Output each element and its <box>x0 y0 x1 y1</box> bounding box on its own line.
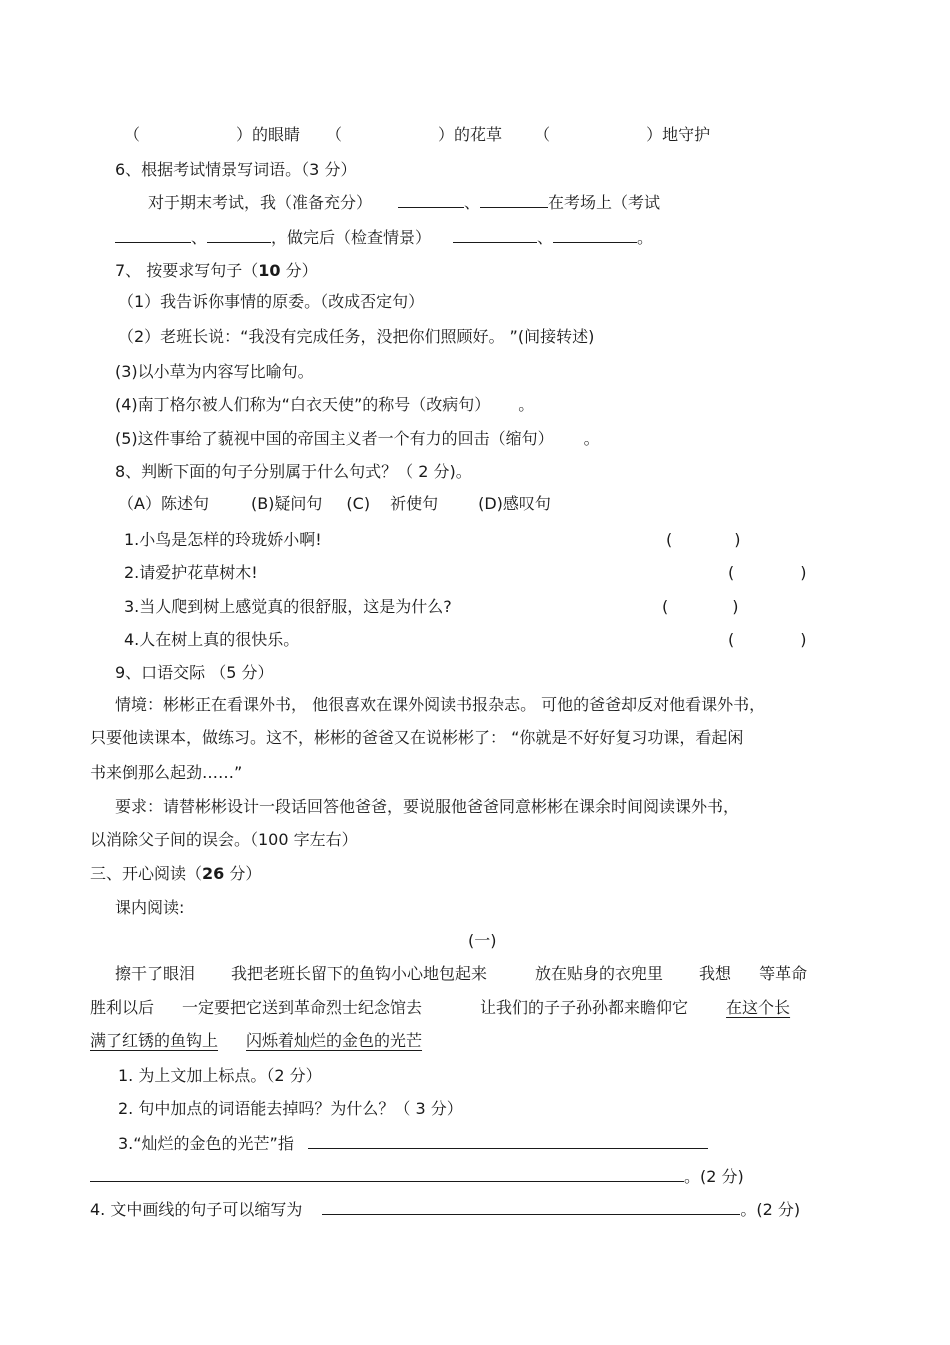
phrase-guard: ）地守护 <box>646 125 711 144</box>
q8-options: （A）陈述句 (B)疑问句 (C) 祈使句 (D)感叹句 <box>118 494 551 513</box>
q7-s5: (5)这件事给了藐视中国的帝国主义者一个有力的回击（缩句） 。 <box>115 429 600 448</box>
q7-s2: （2）老班长说：“我没有完成任务，没把你们照顾好。 ”(间接转述) <box>118 327 595 346</box>
part-heading: (一) <box>468 931 497 950</box>
paren-open: （ <box>124 125 141 144</box>
passage-line-3: 满了红锈的鱼钩上 闪烁着灿烂的金色的光芒 <box>90 1031 423 1050</box>
section-3-title: 三、开心阅读（26 分） <box>90 864 262 883</box>
phrase-eyes: ）的眼睛 <box>236 125 301 144</box>
blank-1[interactable] <box>398 192 464 208</box>
q8-item-1: 1.小鸟是怎样的玲珑娇小啊! <box>124 530 322 549</box>
blank-5[interactable] <box>453 227 537 243</box>
q8-item-2: 2.请爱护花草树木! <box>124 563 258 582</box>
answer-line-q3b[interactable] <box>90 1166 684 1182</box>
blank-2[interactable] <box>480 192 548 208</box>
q9-title: 9、口语交际 （5 分） <box>115 663 274 682</box>
q6-title: 6、根据考试情景写词语。（3 分） <box>115 160 357 179</box>
reading-q1: 1. 为上文加上标点。（2 分） <box>118 1066 322 1085</box>
q7-title: 7、 按要求写句子（10 分） <box>115 261 318 280</box>
phrase-flowers: ）的花草 <box>438 125 503 144</box>
q6-line1: 对于期末考试，我（准备充分） 、 在考场上（考试 <box>148 193 661 212</box>
q7-s1: （1）我告诉你事情的原委。（改成否定句） <box>118 292 425 311</box>
answer-line-q4[interactable] <box>322 1199 740 1215</box>
reading-q3: 3.“灿烂的金色的光芒”指 <box>118 1133 708 1155</box>
q9-req-2: 以消除父子间的误会。（100 字左右） <box>90 830 358 849</box>
answer-line-q3[interactable] <box>308 1133 708 1149</box>
reading-q4: 4. 文中画线的句子可以缩写为 。(2 分) <box>90 1200 801 1219</box>
q8-title: 8、判断下面的句子分别属于什么句式？（ 2 分)。 <box>115 462 472 481</box>
q8-item-3: 3.当人爬到树上感觉真的很舒服，这是为什么? <box>124 597 452 616</box>
reading-q2: 2. 句中加点的词语能去掉吗？为什么？（ 3 分） <box>118 1099 463 1118</box>
q6-line2: 、 ，做完后（检查情景） 、 。 <box>115 227 653 249</box>
q9-context-3: 书来倒那么起劲……” <box>90 763 243 782</box>
q8-item-4: 4.人在树上真的很快乐。 <box>124 630 300 649</box>
blank-4[interactable] <box>207 227 271 243</box>
passage-line-2: 胜利以后 一定要把它送到革命烈士纪念馆去 让我们的子子孙孙都来瞻仰它 在这个长 <box>90 998 791 1017</box>
underlined-sentence-start: 在这个长 <box>726 998 791 1017</box>
q9-req-1: 要求：请替彬彬设计一段话回答他爸爸，要说服他爸爸同意彬彬在课余时间阅读课外书， <box>115 797 740 816</box>
q7-s3: (3)以小草为内容写比喻句。 <box>115 362 314 381</box>
q9-context-2: 只要他读课本，做练习。这不，彬彬的爸爸又在说彬彬了： “你就是不好好复习功课，看起闲 <box>90 728 744 747</box>
q9-context-1: 情境：彬彬正在看课外书， 他很喜欢在课外阅读书报杂志。 可他的爸爸却反对他看课外书， <box>115 695 766 714</box>
passage-line-1: 擦干了眼泪 我把老班长留下的鱼钩小心地包起来 放在贴身的衣兜里 我想 等革命 <box>115 964 808 983</box>
answer-paren-2[interactable]: ( ) <box>728 563 807 582</box>
blank-3[interactable] <box>115 227 191 243</box>
q5-tail-line: （ ）的眼睛 （ ）的花草 （ ）地守护 <box>124 125 711 144</box>
section-3-sub: 课内阅读: <box>115 898 185 917</box>
reading-q3-cont: 。(2 分) <box>90 1166 744 1188</box>
blank-6[interactable] <box>553 227 637 243</box>
answer-paren-4[interactable]: ( ) <box>728 630 807 649</box>
q7-s4: (4)南丁格尔被人们称为“白衣天使”的称号（改病句） 。 <box>115 395 535 414</box>
answer-paren-3[interactable]: ( ) <box>662 597 739 616</box>
answer-paren-1[interactable]: ( ) <box>666 530 741 549</box>
